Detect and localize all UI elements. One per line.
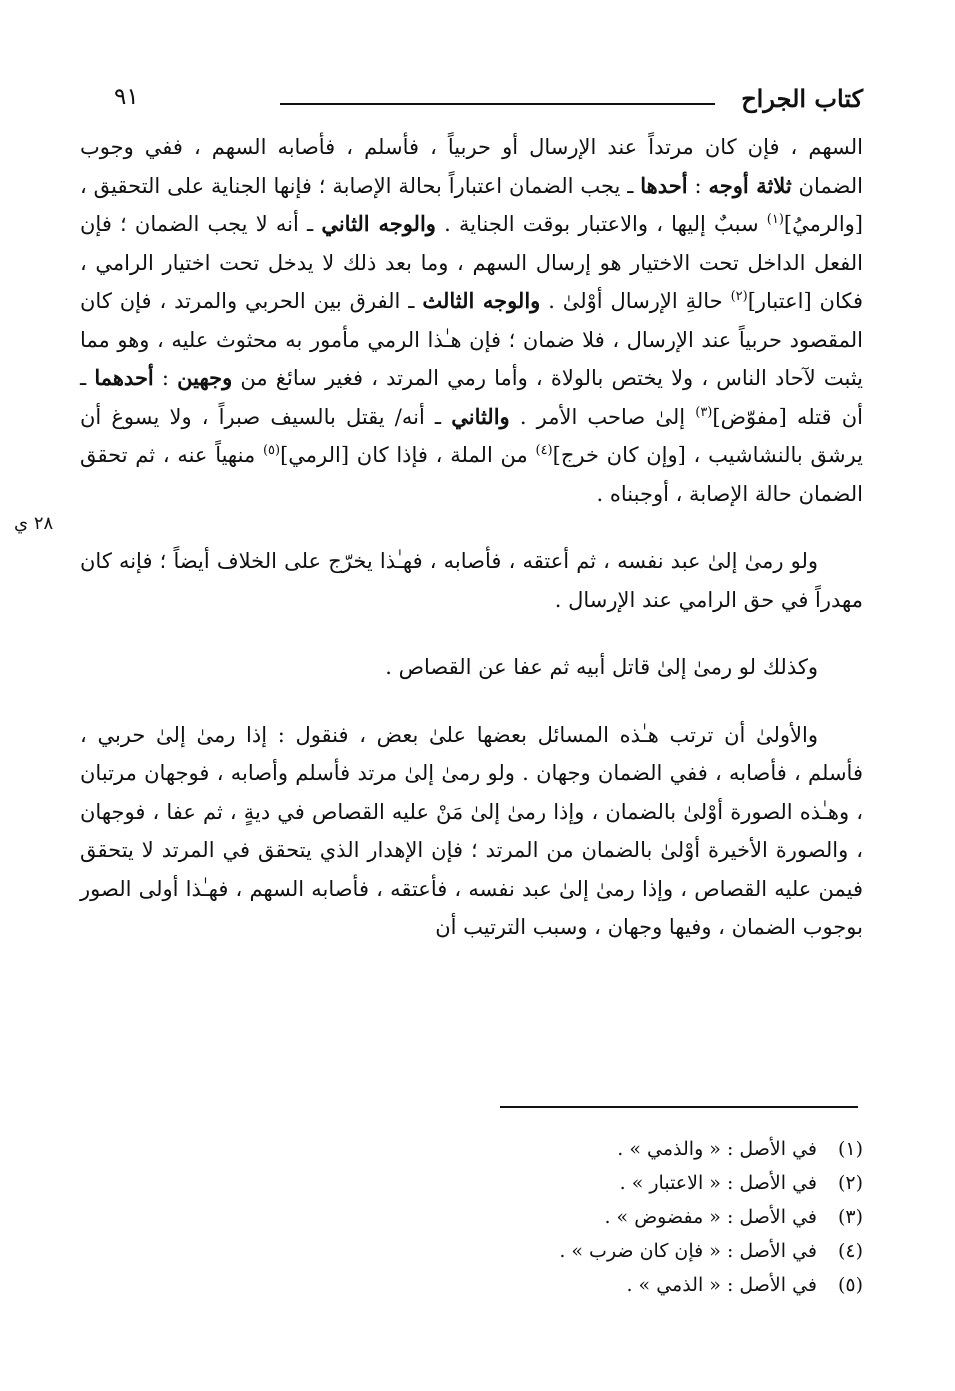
paragraph-1 — [80, 128, 863, 513]
footnote-text: في الأصل : « والذمي » . — [617, 1138, 817, 1160]
text-run: منهياً عنه ، ثم تحقق الضمان حالة الإصابة ، أوجبناه . — [80, 443, 863, 506]
paragraph-gap — [80, 619, 863, 648]
text-run: من الملة ، فإذا كان [الرمي] — [280, 443, 536, 467]
running-header — [80, 84, 863, 124]
paragraph-gap — [80, 687, 863, 716]
footnote-separator — [500, 1106, 858, 1108]
paragraph-3: وكذلك لو رمىٰ إلىٰ قاتل أبيه ثم عفا عن القصاص . — [385, 655, 818, 679]
bold-term: والوجه الثاني — [321, 211, 436, 236]
text-run: ـ يجب الضمان اعتباراً بحالة الإصابة ؛ فإنها الجناية على التحقيق ، [والرميُ] — [80, 173, 863, 236]
text-run: حالةِ الإرسال أوْلىٰ . — [540, 289, 731, 313]
footnote-number: (١) — [837, 1138, 863, 1160]
header-rule — [280, 103, 715, 105]
bold-term: أحدها — [640, 172, 688, 198]
footnote-text: في الأصل : « مفضوض » . — [604, 1206, 817, 1228]
text-run: : — [687, 173, 709, 198]
footnote-ref-1: (١) — [766, 212, 784, 227]
footnote-ref-3: (٣) — [695, 404, 713, 420]
paragraph-gap — [80, 513, 863, 542]
text-run: ـ أنه/ يقتل بالسيف صبراً ، ولا يسوغ أن يرشق بالنشاشيب ، [وإن كان خرج] — [80, 404, 864, 467]
footnote-ref-5: (٥) — [262, 443, 281, 458]
footnote-text: في الأصل : « الذمي » . — [626, 1274, 817, 1296]
footnote-number: (٤) — [837, 1240, 863, 1262]
text-run: ـ أنه لا يجب الضمان ؛ فإن الفعل الداخل تحت الاختيار هو إرسال السهم ، وما بعد ذلك لا يدخل تحت اختيار الرامي ، فكان [اعتبار] — [80, 212, 864, 313]
chapter-title: كتاب الجراح — [741, 84, 863, 113]
text-run: ـ أن قتله [مفوّض] — [80, 366, 863, 429]
footnote-2 — [303, 1166, 863, 1200]
footnote-text: في الأصل : « الاعتبار » . — [619, 1172, 817, 1194]
footnote-4 — [303, 1234, 863, 1268]
paragraph-4: والأولىٰ أن ترتب هـٰذه المسائل بعضها علىٰ بعض ، فنقول : إذا رمىٰ إلىٰ حربي ، فأسلم ، فأصابه ، ففي الضمان وجهان . ولو رمىٰ إلىٰ مرتد فأسلم وأصابه ، فوجهان مرتبان ، وهـٰذه الصورة أوْلىٰ بالضمان ، وإذا رمىٰ إلىٰ مَنْ عليه القصاص في ديةٍ ، ثم عفا ، فوجهان ، والصورة الأخيرة أوْلىٰ بالضمان من المرتد ؛ فإن الإهدار الذي يتحقق في المرتد لا يتحقق فيمن عليه القصاص ، وإذا رمىٰ إلىٰ عبد نفسه ، فأعتقه ، فأصابه السهم ، فهـٰذا أولى الصور بوجوب الضمان ، وفيها وجهان ، وسبب الترتيب أن — [80, 722, 863, 939]
text-run: سببٌ إليها ، والاعتبار بوقت الجناية . — [435, 212, 767, 236]
footnotes — [303, 1132, 863, 1302]
footnote-number: (٥) — [837, 1274, 863, 1296]
bold-term: وجهين — [177, 365, 233, 390]
main-text — [80, 128, 863, 947]
text-run: السهم ، فإن كان مرتداً عند الإرسال أو حربياً ، فأسلم ، فأصابه السهم ، ففي وجوب الضمان — [80, 135, 863, 198]
footnote-ref-2: (٢) — [730, 289, 748, 304]
paragraph-2: ولو رمىٰ إلىٰ عبد نفسه ، ثم أعتقه ، فأصابه ، فهـٰذا يخرّج على الخلاف أيضاً ؛ فإنه كان مهدراً في حق الرامي عند الإرسال . — [80, 549, 863, 612]
footnote-ref-4: (٤) — [535, 443, 553, 458]
margin-manuscript-folio: ٢٨ ي — [14, 513, 54, 534]
page-number: ٩١ — [114, 84, 139, 110]
text-run: إلىٰ صاحب الأمر . — [509, 404, 696, 429]
footnote-number: (٢) — [837, 1172, 863, 1194]
text-run: : — [153, 366, 178, 390]
text-run: ـ الفرق بين الحربي والمرتد ، فإن كان المقصود حربياً عند الإرسال ، فلا ضمان ؛ فإن هـٰذا الرمي مأمور به محثوث عليه ، وهو مما يثبت لآحاد الناس ، ولا يختص بالولاة ، وأما رمي المرتد ، فغير سائغ من — [80, 289, 864, 390]
footnote-5 — [303, 1268, 863, 1302]
footnote-number: (٣) — [837, 1206, 863, 1228]
footnote-text: في الأصل : « فإن كان ضرب » . — [559, 1240, 817, 1262]
bold-term: والوجه الثالث — [422, 288, 541, 313]
bold-term: والثاني — [451, 403, 510, 429]
footnote-3 — [303, 1200, 863, 1234]
bold-term: أحدهما — [94, 365, 154, 390]
footnote-1 — [303, 1132, 863, 1166]
bold-term: ثلاثة أوجه — [708, 172, 792, 198]
